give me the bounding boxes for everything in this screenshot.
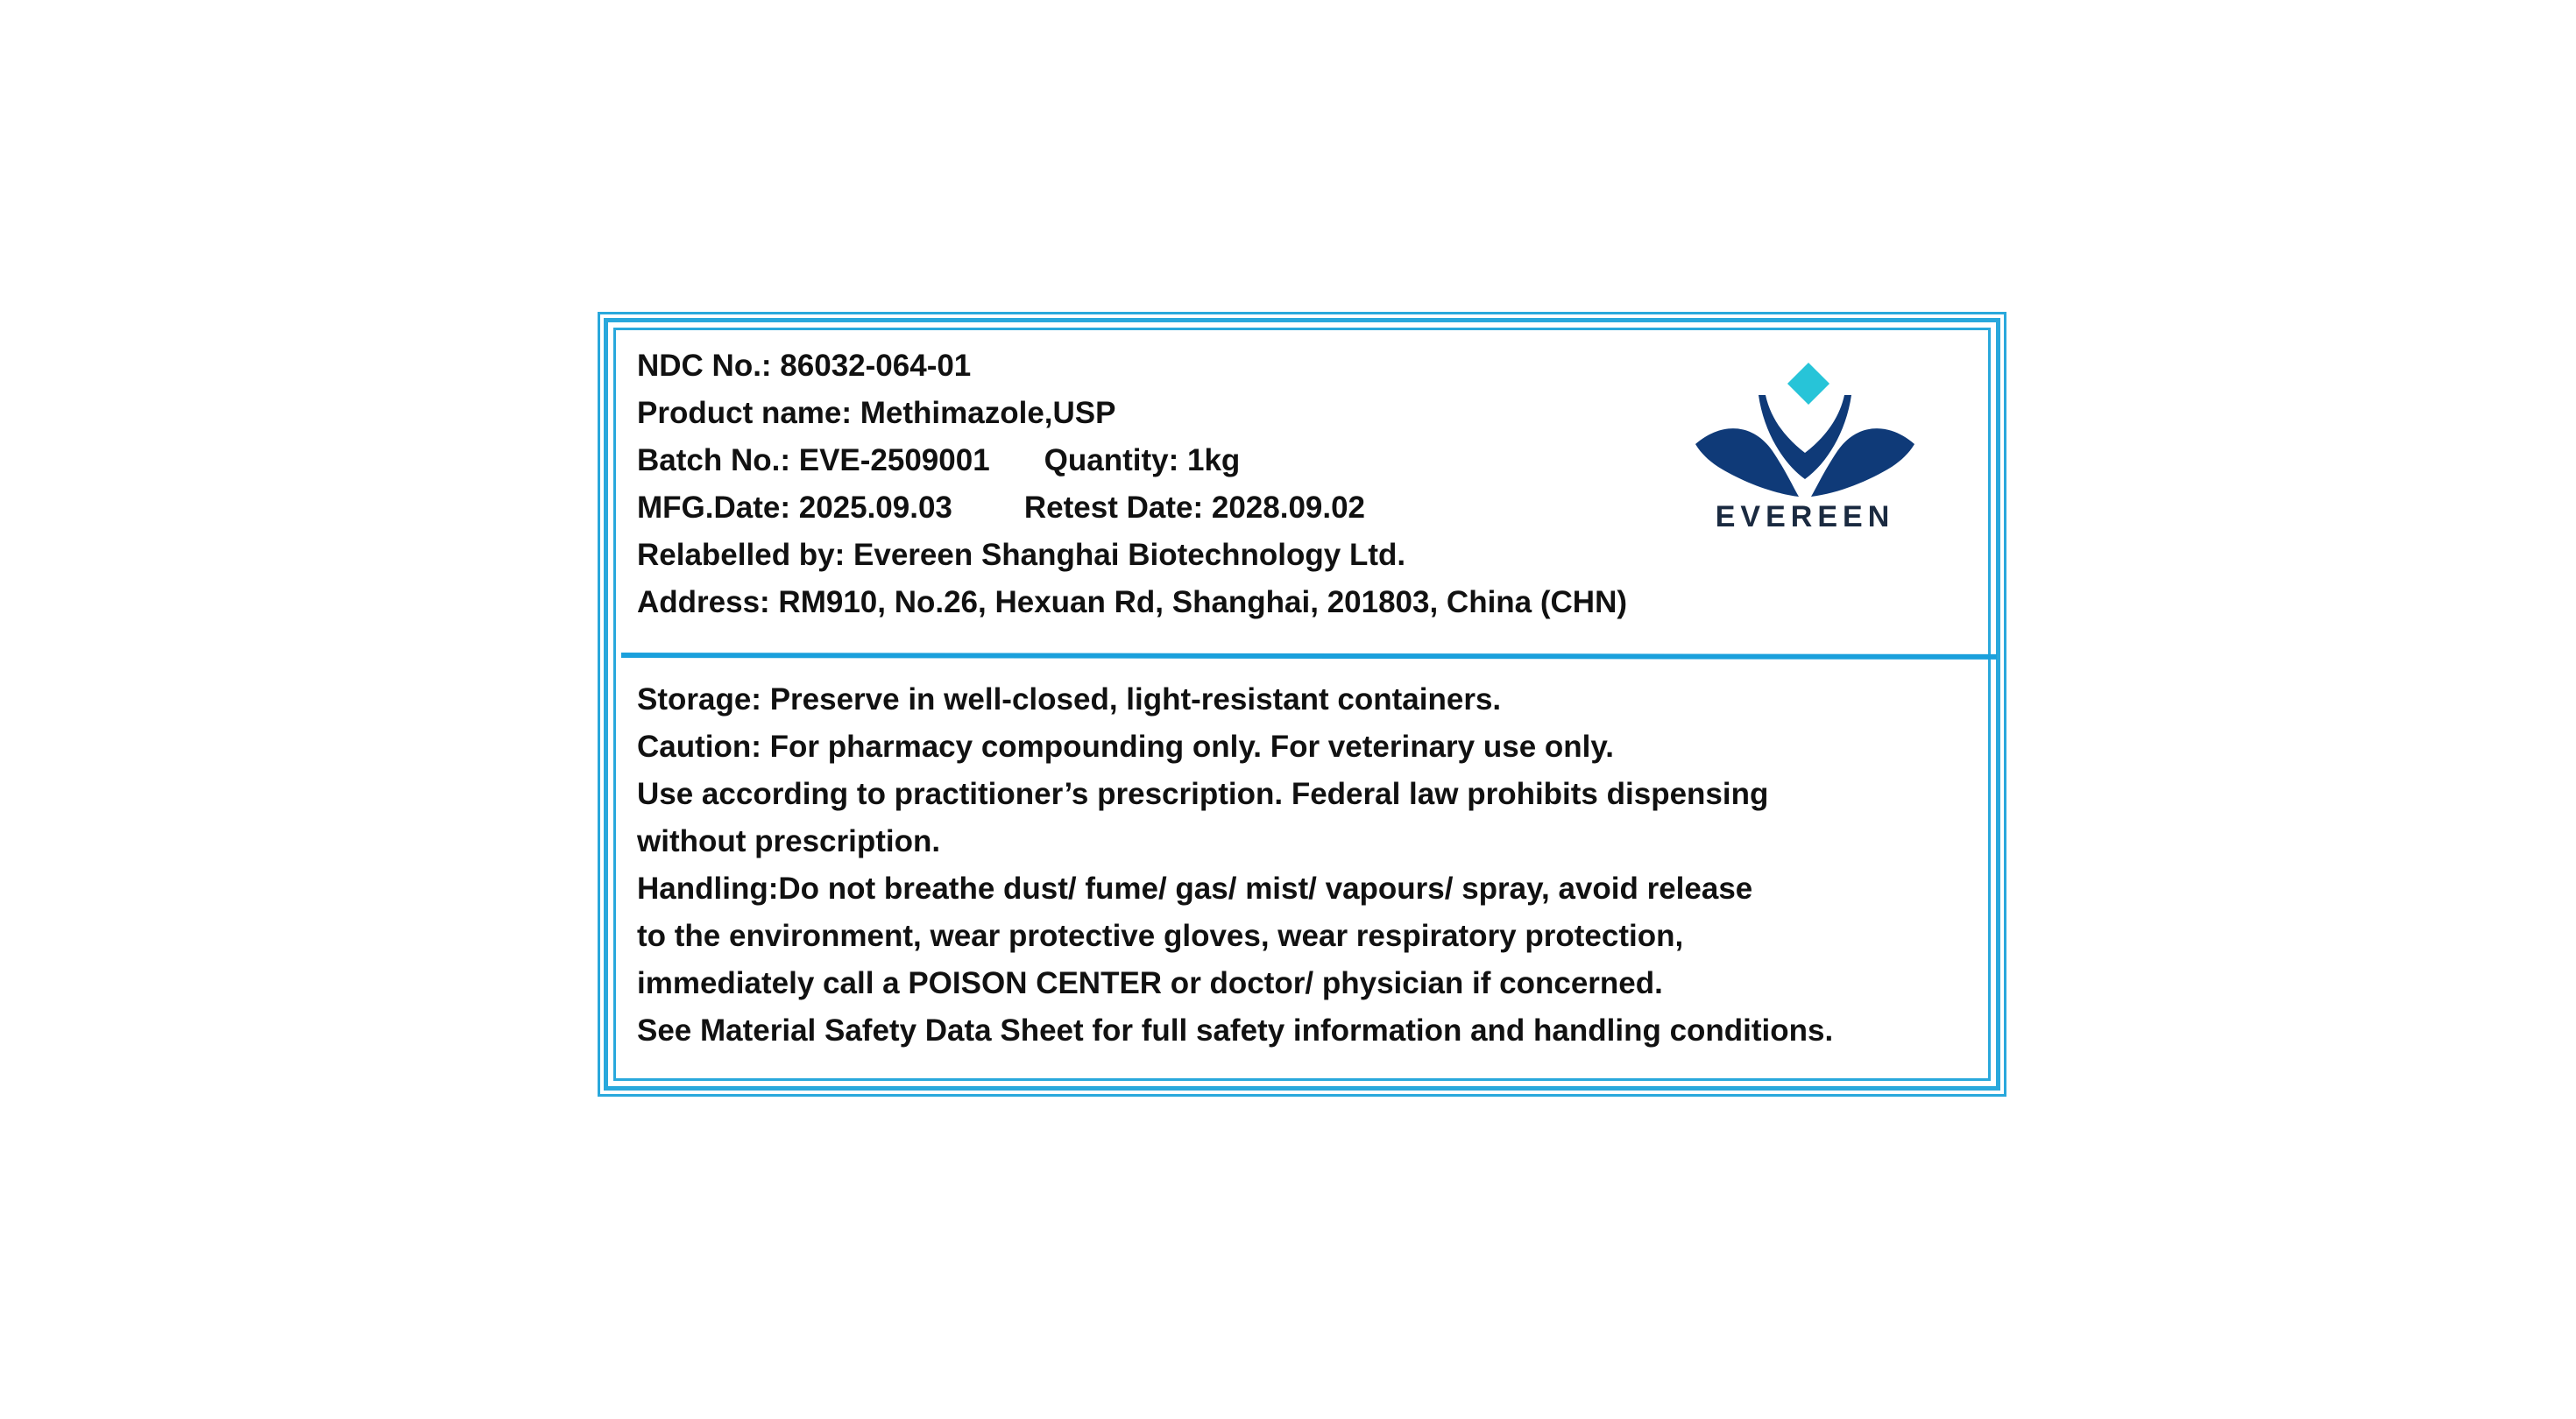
- msds-line: See Material Safety Data Sheet for full safety information and handling conditions.: [637, 1013, 1834, 1048]
- relabelled-by: Relabelled by: Evereen Shanghai Biotechnology Ltd.: [637, 538, 1406, 572]
- handling-line-end: immediately call a POISON CENTER or doctor/ physician if concerned.: [637, 966, 1663, 1000]
- handling-line-continued: to the environment, wear protective gloves, wear respiratory protection,: [637, 919, 1684, 953]
- quantity: Quantity: 1kg: [1044, 443, 1241, 477]
- handling-line: Handling:Do not breathe dust/ fume/ gas/ mist/ vapours/ spray, avoid release: [637, 872, 1753, 906]
- brand-wordmark: EVEREEN: [1715, 500, 1895, 533]
- usage-line-continued: without prescription.: [637, 824, 941, 858]
- dates-row: [637, 484, 1627, 532]
- product-label: [598, 312, 2006, 1097]
- address: Address: RM910, No.26, Hexuan Rd, Shanghai, 201803, China (CHN): [637, 585, 1628, 619]
- evereen-lotus-logo-icon: [1695, 358, 1914, 498]
- label-instructions: [637, 676, 1833, 1055]
- batch-quantity-row: [637, 437, 1627, 484]
- mfg-date: MFG.Date: 2025.09.03: [637, 491, 952, 525]
- label-header-info: [637, 342, 1627, 626]
- usage-line: Use according to practitioner’s prescription. Federal law prohibits dispensing: [637, 777, 1769, 811]
- product-name: Product name: Methimazole,USP: [637, 396, 1116, 430]
- ndc-number: NDC No.: 86032-064-01: [637, 349, 972, 383]
- evereen-logo: [1695, 358, 1914, 546]
- storage-line: Storage: Preserve in well-closed, light-resistant containers.: [637, 682, 1502, 717]
- batch-number: Batch No.: EVE-2509001: [637, 443, 990, 477]
- caution-line: Caution: For pharmacy compounding only. For veterinary use only.: [637, 730, 1614, 764]
- retest-date: Retest Date: 2028.09.02: [1023, 491, 1366, 525]
